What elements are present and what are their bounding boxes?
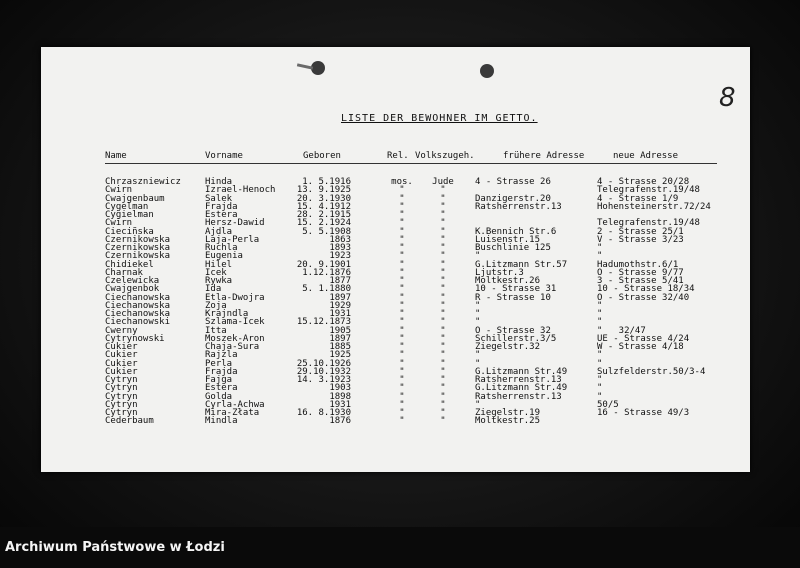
cell-old: " xyxy=(475,317,481,328)
cell-volk: " xyxy=(440,300,446,311)
cell-volk: " xyxy=(440,226,446,237)
cell-vorname: Estera xyxy=(205,210,238,220)
cell-vorname: Etla-Dwojra xyxy=(205,292,265,303)
cell-rel: " xyxy=(399,358,405,369)
cell-name: Cwirn xyxy=(105,185,133,196)
cell-geboren: 1923 xyxy=(329,251,351,262)
cell-volk: " xyxy=(440,391,446,402)
cell-geboren: 20. 3.1930 xyxy=(296,193,351,204)
cell-volk: " xyxy=(440,416,446,427)
cell-rel: " xyxy=(399,383,405,394)
cell-new: " xyxy=(597,358,603,369)
cell-vorname: Ida xyxy=(205,284,222,295)
cell-volk: " xyxy=(440,218,446,229)
cell-rel: " xyxy=(399,267,405,278)
cell-new: Hohensteinerstr.72/24 xyxy=(597,201,711,212)
header-volk: Volkszugeh. xyxy=(415,151,475,161)
cell-rel: " xyxy=(399,342,405,352)
cell-vorname: Perla xyxy=(205,358,233,369)
cell-vorname: Chaja-Sura xyxy=(205,342,260,352)
cell-name: Cwajgenbaum xyxy=(105,193,165,204)
cell-old: G.Litzmann Str.57 xyxy=(475,259,568,270)
cell-new: 50/5 xyxy=(597,399,619,410)
cell-old: Ziegelstr.19 xyxy=(475,408,541,418)
cell-new: Telegrafenstr.19/48 xyxy=(597,185,700,196)
cell-name: Cytryn xyxy=(105,383,138,394)
cell-name: Cygelman xyxy=(105,201,149,212)
header-old-address: frühere Adresse xyxy=(503,151,585,161)
header-vorname: Vorname xyxy=(205,151,243,161)
cell-name: Cieciñska xyxy=(105,226,154,237)
cell-geboren: 1863 xyxy=(329,234,351,245)
cell-name: Cytryn xyxy=(105,375,138,385)
cell-vorname: Golda xyxy=(205,391,233,402)
cell-rel: " xyxy=(399,408,405,418)
cell-geboren: 1903 xyxy=(329,383,351,394)
cell-geboren: 15. 4.1912 xyxy=(296,201,351,212)
cell-geboren: 20. 9.1901 xyxy=(296,259,351,270)
header-rel: Rel. xyxy=(387,151,409,161)
cell-name: Ciechanowski xyxy=(105,317,171,328)
cell-volk: " xyxy=(440,333,446,344)
cell-geboren: 1893 xyxy=(329,243,351,253)
cell-name: Czernikowska xyxy=(105,234,171,245)
cell-volk: " xyxy=(440,193,446,204)
cell-volk: " xyxy=(440,342,446,352)
cell-new: " xyxy=(597,309,603,319)
punch-hole-left xyxy=(311,61,325,75)
cell-new: 4 - Strasse 20/28 xyxy=(597,177,690,187)
cell-name: Ciechanowska xyxy=(105,309,171,319)
cell-geboren: 25.10.1926 xyxy=(296,358,351,369)
archive-footer xyxy=(0,527,800,568)
cell-geboren: 1898 xyxy=(329,391,351,402)
cell-volk: " xyxy=(440,292,446,303)
cell-new: " xyxy=(597,317,603,328)
cell-new: 2 - Strasse 25/1 xyxy=(597,226,684,237)
cell-name: Cukier xyxy=(105,350,138,361)
cell-new: " xyxy=(597,375,603,385)
cell-volk: " xyxy=(440,375,446,385)
cell-rel: " xyxy=(399,317,405,328)
cell-rel: " xyxy=(399,276,405,286)
cell-name: Cytryn xyxy=(105,408,138,418)
cell-geboren: 29.10.1932 xyxy=(296,366,351,377)
cell-new: " xyxy=(597,251,603,262)
cell-geboren: 1.12.1876 xyxy=(302,267,351,278)
cell-new: Hadumothstr.6/1 xyxy=(597,259,679,270)
cell-name: Cwajgenbok xyxy=(105,284,160,295)
cell-old: Ziegelstr.32 xyxy=(475,342,541,352)
cell-vorname: Hilel xyxy=(205,259,233,270)
cell-rel: " xyxy=(399,391,405,402)
cell-new: " xyxy=(597,300,603,311)
cell-old: G.Litzmann Str.49 xyxy=(475,383,568,394)
cell-name: Chrzaszniewicz xyxy=(105,177,181,187)
cell-old: G.Litzmann Str.49 xyxy=(475,366,568,377)
cell-geboren: 1929 xyxy=(329,300,351,311)
header-name: Name xyxy=(105,151,127,161)
cell-new: 16 - Strasse 49/3 xyxy=(597,408,690,418)
cell-geboren: 14. 3.1923 xyxy=(296,375,351,385)
cell-vorname: Ruchla xyxy=(205,243,238,253)
cell-vorname: Mira-Złata xyxy=(205,408,260,418)
cell-old: Schillerstr.3/5 xyxy=(475,333,557,344)
cell-name: Cytrynowski xyxy=(105,333,165,344)
cell-name: Cygielman xyxy=(105,210,154,220)
cell-old: 10 - Strasse 31 xyxy=(475,284,557,295)
cell-new: O - Strasse 9/77 xyxy=(597,267,684,278)
cell-rel: " xyxy=(399,234,405,245)
cell-old: " xyxy=(475,399,481,410)
cell-new: 3 - Strasse 5/41 xyxy=(597,276,684,286)
cell-vorname: Krajndla xyxy=(205,309,249,319)
cell-volk: " xyxy=(440,243,446,253)
cell-vorname: Fajga xyxy=(205,375,233,385)
cell-name: Chidiekel xyxy=(105,259,154,270)
cell-volk: " xyxy=(440,366,446,377)
cell-geboren: 1897 xyxy=(329,333,351,344)
cell-rel: " xyxy=(399,201,405,212)
cell-name: Charnak xyxy=(105,267,143,278)
cell-vorname: Hinda xyxy=(205,177,233,187)
cell-vorname: Itta xyxy=(205,325,227,336)
cell-name: Ciechanowska xyxy=(105,292,171,303)
cell-geboren: 1. 5.1916 xyxy=(302,177,351,187)
cell-name: Ciechanowska xyxy=(105,300,171,311)
cell-rel: " xyxy=(399,325,405,336)
cell-old: 4 - Strasse 26 xyxy=(475,177,551,187)
cell-old: Ljutstr.3 xyxy=(475,267,524,278)
cell-volk: " xyxy=(440,399,446,410)
cell-geboren: 1925 xyxy=(329,350,351,361)
document-title: LISTE DER BEWOHNER IM GETTO. xyxy=(341,113,538,124)
cell-geboren: 1885 xyxy=(329,342,351,352)
cell-rel: " xyxy=(399,226,405,237)
cell-volk: " xyxy=(440,234,446,245)
cell-old: Ratsherrenstr.13 xyxy=(475,375,562,385)
cell-new: Sulzfelderstr.50/3-4 xyxy=(597,366,706,377)
cell-volk: " xyxy=(440,358,446,369)
cell-old: " xyxy=(475,251,481,262)
cell-rel: " xyxy=(399,185,405,196)
cell-old: Moltkestr.26 xyxy=(475,276,541,286)
cell-volk: " xyxy=(440,325,446,336)
cell-name: Cukier xyxy=(105,366,138,377)
cell-old: " xyxy=(475,350,481,361)
cell-new: 10 - Strasse 18/34 xyxy=(597,284,695,295)
punch-hole-right xyxy=(480,64,494,78)
archive-name: Archiwum Państwowe w Łodzi xyxy=(5,540,225,555)
cell-volk: " xyxy=(440,350,446,361)
cell-old: Buschlinie 125 xyxy=(475,243,551,253)
cell-rel: " xyxy=(399,210,405,220)
cell-rel: " xyxy=(399,243,405,253)
cell-geboren: 1931 xyxy=(329,309,351,319)
cell-volk: " xyxy=(440,383,446,394)
cell-name: Cwirn xyxy=(105,218,133,229)
cell-rel: " xyxy=(399,259,405,270)
cell-old: Luisenstr.15 xyxy=(475,234,541,245)
cell-old: K.Bennich Str.6 xyxy=(475,226,557,237)
cell-vorname: Hersz-Dawid xyxy=(205,218,265,229)
cell-rel: " xyxy=(399,399,405,410)
cell-name: Cwerny xyxy=(105,325,138,336)
cell-old: Ratsherrenstr.13 xyxy=(475,201,562,212)
cell-geboren: 5. 5.1908 xyxy=(302,226,351,237)
cell-volk: Jude xyxy=(432,177,454,187)
cell-name: Czernikowska xyxy=(105,243,171,253)
document-page xyxy=(41,47,750,472)
cell-vorname: Ajdla xyxy=(205,226,233,237)
cell-geboren: 15.12.1873 xyxy=(296,317,351,328)
cell-vorname: Cyrla-Achwa xyxy=(205,399,265,410)
cell-old: " xyxy=(475,300,481,311)
cell-new: V - Strasse 3/23 xyxy=(597,234,684,245)
cell-vorname: Szlama-Icek xyxy=(205,317,265,328)
cell-name: Cukier xyxy=(105,358,138,369)
cell-old: R - Strasse 10 xyxy=(475,292,551,303)
cell-vorname: Izrael-Henoch xyxy=(205,185,276,196)
cell-vorname: Eugenia xyxy=(205,251,243,262)
cell-rel: " xyxy=(399,251,405,262)
cell-new: " xyxy=(597,350,603,361)
cell-new: O - Strasse 32/40 xyxy=(597,292,690,303)
cell-name: Cederbaum xyxy=(105,416,154,427)
cell-rel: " xyxy=(399,218,405,229)
cell-rel: " xyxy=(399,333,405,344)
cell-volk: " xyxy=(440,276,446,286)
cell-vorname: Rajzla xyxy=(205,350,238,361)
cell-rel: " xyxy=(399,416,405,427)
cell-volk: " xyxy=(440,267,446,278)
cell-rel: mos. xyxy=(391,177,413,187)
cell-new: UE - Strasse 4/24 xyxy=(597,333,690,344)
cell-rel: " xyxy=(399,300,405,311)
cell-geboren: 1877 xyxy=(329,276,351,286)
cell-rel: " xyxy=(399,366,405,377)
cell-volk: " xyxy=(440,317,446,328)
table-row xyxy=(41,417,750,426)
cell-vorname: Frajda xyxy=(205,201,238,212)
cell-vorname: Rywka xyxy=(205,276,233,286)
cell-name: Czernikowska xyxy=(105,251,171,262)
cell-vorname: Moszek-Aron xyxy=(205,333,265,344)
header-new-address: neue Adresse xyxy=(613,151,679,161)
cell-new: W - Strasse 4/18 xyxy=(597,342,684,352)
cell-vorname: Salek xyxy=(205,193,233,204)
header-geboren: Geboren xyxy=(303,151,341,161)
cell-rel: " xyxy=(399,309,405,319)
cell-volk: " xyxy=(440,259,446,270)
cell-geboren: 15. 2.1924 xyxy=(296,218,351,229)
cell-vorname: Estera xyxy=(205,383,238,394)
cell-rel: " xyxy=(399,193,405,204)
cell-geboren: 1931 xyxy=(329,399,351,410)
cell-vorname: Mindla xyxy=(205,416,238,427)
cell-rel: " xyxy=(399,292,405,303)
cell-new: 4 - Strasse 1/9 xyxy=(597,193,679,204)
cell-geboren: 1905 xyxy=(329,325,351,336)
cell-vorname: Zoja xyxy=(205,300,227,311)
cell-name: Cukier xyxy=(105,342,138,352)
cell-geboren: 28. 2.1915 xyxy=(296,210,351,220)
cell-old: " xyxy=(475,358,481,369)
cell-volk: " xyxy=(440,210,446,220)
cell-old: Danzigerstr.20 xyxy=(475,193,551,204)
header-rule xyxy=(105,163,717,164)
cell-volk: " xyxy=(440,201,446,212)
cell-geboren: 16. 8.1930 xyxy=(296,408,351,418)
cell-volk: " xyxy=(440,185,446,196)
cell-new: " xyxy=(597,383,603,394)
cell-old: " xyxy=(475,309,481,319)
cell-name: Cytryn xyxy=(105,391,138,402)
cell-old: O - Strasse 32 xyxy=(475,325,551,336)
cell-name: Czelewicka xyxy=(105,276,160,286)
cell-old: Ratsherrenstr.13 xyxy=(475,391,562,402)
cell-volk: " xyxy=(440,284,446,295)
cell-volk: " xyxy=(440,408,446,418)
cell-rel: " xyxy=(399,284,405,295)
cell-volk: " xyxy=(440,251,446,262)
cell-vorname: Frajda xyxy=(205,366,238,377)
cell-vorname: Icek xyxy=(205,267,227,278)
cell-geboren: 13. 9.1925 xyxy=(296,185,351,196)
page-number: 8 xyxy=(719,83,736,113)
cell-new: " xyxy=(597,391,603,402)
cell-old: Moltkestr.25 xyxy=(475,416,541,427)
cell-rel: " xyxy=(399,350,405,361)
cell-new: Telegrafenstr.19/48 xyxy=(597,218,700,229)
cell-vorname: Laja-Perla xyxy=(205,234,260,245)
cell-name: Cytryn xyxy=(105,399,138,410)
cell-volk: " xyxy=(440,309,446,319)
cell-geboren: 1897 xyxy=(329,292,351,303)
cell-geboren: 1876 xyxy=(329,416,351,427)
cell-new: " 32/47 xyxy=(597,325,646,336)
cell-geboren: 5. 1.1880 xyxy=(302,284,351,295)
cell-new: " xyxy=(597,243,603,253)
cell-rel: " xyxy=(399,375,405,385)
